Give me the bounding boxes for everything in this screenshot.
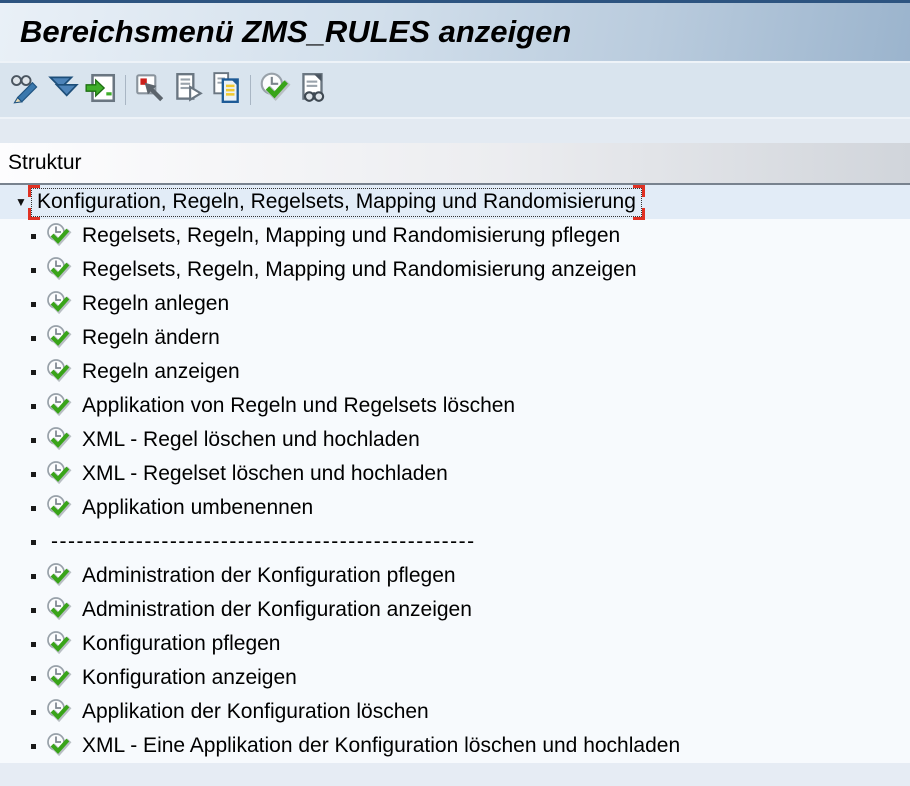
tree-column-header: [0, 143, 910, 185]
other-menu-button[interactable]: [82, 71, 120, 109]
execute-icon[interactable]: [45, 596, 73, 624]
tree-item-label: --------------------------------------------------: [51, 530, 476, 553]
select-node-button[interactable]: [131, 71, 169, 109]
title-bar: [0, 0, 910, 63]
selected-node-box[interactable]: [31, 188, 642, 217]
tree-item-label: Regeln anlegen: [82, 292, 230, 315]
execute-icon[interactable]: [45, 630, 73, 658]
area-menu-tree: [0, 143, 910, 786]
application-toolbar: [0, 63, 910, 119]
execute-icon[interactable]: [45, 324, 73, 352]
tree-item-label: Administration der Konfiguration anzeigen: [82, 598, 472, 621]
tree-item-label: Konfiguration anzeigen: [82, 666, 297, 689]
tree-item[interactable]: [0, 627, 910, 661]
execute-icon[interactable]: [45, 358, 73, 386]
execute-icon[interactable]: [45, 392, 73, 420]
select-node-icon: [133, 71, 167, 110]
execute-icon[interactable]: [45, 664, 73, 692]
bullet-icon: [31, 472, 36, 477]
bullet-icon: [31, 370, 36, 375]
tree-item[interactable]: [0, 695, 910, 729]
collapse-arrow-icon[interactable]: ▼: [15, 195, 27, 209]
bullet-icon: [31, 234, 36, 239]
execute-icon[interactable]: [45, 562, 73, 590]
page-title: Bereichsmenü ZMS_RULES anzeigen: [20, 14, 572, 49]
find-icon: [296, 71, 330, 110]
tree-item[interactable]: [0, 287, 910, 321]
copy-node-button[interactable]: [207, 71, 245, 109]
tree-item[interactable]: [0, 593, 910, 627]
bullet-icon: [31, 506, 36, 511]
display-node-icon: [171, 71, 205, 110]
tree-item[interactable]: [0, 253, 910, 287]
execute-icon[interactable]: [45, 698, 73, 726]
tree-item-label: Regelsets, Regeln, Mapping und Randomisierung anzeigen: [82, 258, 637, 281]
tree-item[interactable]: [0, 525, 910, 559]
bullet-icon: [31, 744, 36, 749]
tree-item[interactable]: [0, 355, 910, 389]
execute-icon[interactable]: [45, 222, 73, 250]
bullet-icon: [31, 676, 36, 681]
bullet-icon: [31, 540, 36, 545]
tree-item[interactable]: [0, 389, 910, 423]
bullet-icon: [31, 438, 36, 443]
tree-item-label: Konfiguration pflegen: [82, 632, 281, 655]
copy-node-icon: [209, 71, 243, 110]
find-button[interactable]: [294, 71, 332, 109]
bullet-icon: [31, 642, 36, 647]
execute-node-button[interactable]: [256, 71, 294, 109]
tree-item[interactable]: [0, 661, 910, 695]
bullet-icon: [31, 336, 36, 341]
tree-root-label: Konfiguration, Regeln, Regelsets, Mapping und Randomisierung: [37, 189, 636, 213]
bullet-icon: [31, 268, 36, 273]
toolbar-gap: [0, 119, 910, 141]
execute-icon[interactable]: [45, 290, 73, 318]
tree-item-label: Regeln anzeigen: [82, 360, 240, 383]
tree-item[interactable]: [0, 423, 910, 457]
expand-all-icon: [46, 71, 80, 110]
display-change-icon: [8, 71, 42, 110]
tree-column-header-label: Struktur: [8, 151, 82, 174]
tree-item-label: XML - Regel löschen und hochladen: [82, 428, 420, 451]
tree-item[interactable]: [0, 559, 910, 593]
tree-item[interactable]: [0, 321, 910, 355]
bullet-icon: [31, 710, 36, 715]
selection-bracket: [28, 208, 40, 220]
toolbar-separator: [125, 75, 126, 105]
other-menu-icon: [84, 71, 118, 110]
tree-root-node[interactable]: [0, 185, 910, 219]
tree-item-label: Regelsets, Regeln, Mapping und Randomisierung pflegen: [82, 224, 621, 247]
bullet-icon: [31, 608, 36, 613]
bullet-icon: [31, 574, 36, 579]
selection-bracket: [633, 185, 645, 197]
bullet-icon: [31, 302, 36, 307]
tree-item[interactable]: [0, 491, 910, 525]
tree-item-label: XML - Regelset löschen und hochladen: [82, 462, 448, 485]
expand-all-button[interactable]: [44, 71, 82, 109]
tree-item[interactable]: [0, 457, 910, 491]
tree-bottom-filler: [0, 763, 910, 786]
execute-icon[interactable]: [45, 460, 73, 488]
toolbar-separator: [250, 75, 251, 105]
display-node-button[interactable]: [169, 71, 207, 109]
execute-icon[interactable]: [45, 494, 73, 522]
execute-icon[interactable]: [45, 732, 73, 760]
execute-icon[interactable]: [45, 256, 73, 284]
tree-item[interactable]: [0, 729, 910, 763]
execute-icon[interactable]: [45, 426, 73, 454]
bullet-icon: [31, 404, 36, 409]
tree-item-label: Administration der Konfiguration pflegen: [82, 564, 456, 587]
tree-item-label: Applikation von Regeln und Regelsets löschen: [82, 394, 516, 417]
tree-item-label: XML - Eine Applikation der Konfiguration löschen und hochladen: [82, 734, 681, 757]
execute-node-icon: [258, 71, 292, 110]
tree-item-label: Applikation umbenennen: [82, 496, 314, 519]
tree-item-label: Applikation der Konfiguration löschen: [82, 700, 429, 723]
selection-bracket: [28, 185, 40, 197]
display-change-button[interactable]: [6, 71, 44, 109]
tree-item-label: Regeln ändern: [82, 326, 220, 349]
selection-bracket: [633, 208, 645, 220]
tree-item[interactable]: [0, 219, 910, 253]
